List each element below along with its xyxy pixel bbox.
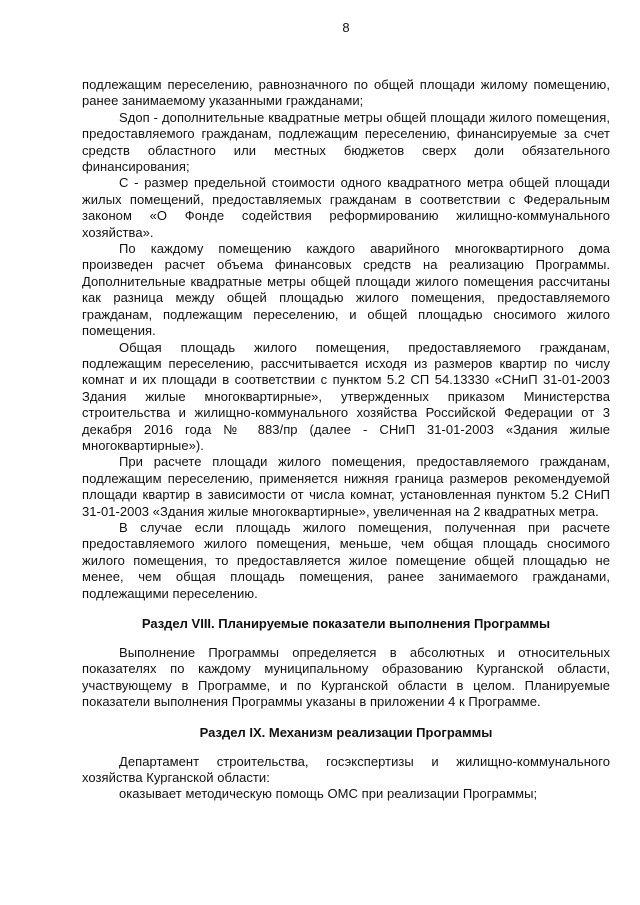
section-9-paragraph-department: Департамент строительства, госэкспертизы и жилищно-коммунального хозяйства Курганской области: bbox=[82, 753, 610, 786]
paragraph-calculation: По каждому помещению каждого аварийного многоквартирного дома произведен расчет объема финансовых средств на реализацию Программы. Дополнительные квадратные метры общей площади жилого помещения рассчитаны как разница между общей площадью жилого помещения, предоставляемого гражданам, подлежащим переселению, и общей площадью сносимого жилого помещения. bbox=[82, 241, 610, 339]
paragraph-area-calculation: При расчете площади жилого помещения, предоставляемого гражданам, подлежащим переселению, применяется нижняя граница размеров рекомендуемой площади квартир в зависимости от числа комнат, установленная пунктом 5.2 СНиП 31-01-2003 «Здания жилые многоквартирные», увеличенная на 2 квадратных метра. bbox=[82, 454, 610, 519]
paragraph-total-area: Общая площадь жилого помещения, предоставляемого гражданам, подлежащим переселению, рассчитывается исходя из размеров квартир по числу комнат и их площади в соответствии с пунктом 5.2 СП 54.13330 «СНиП 31-01-2003 Здания жилые многоквартирные», утвержденных приказом Министерства строительства и жилищно-коммунального хозяйства Российской Федерации от 3 декабря 2016 года № 883/пр (далее - СНиП 31-01-2003 «Здания жилые многоквартирные»). bbox=[82, 339, 610, 453]
section-8-paragraph: Выполнение Программы определяется в абсолютных и относительных показателях по каждому муниципальному образованию Курганской области, участвующему в Программе, и по Курганской области в целом. Планируемые показатели выполнения Программы указаны в приложении 4 к Программе. bbox=[82, 645, 610, 710]
paragraph-c-definition: С - размер предельной стоимости одного квадратного метра общей площади жилых помещений, предоставляемых гражданам в соответствии с Федеральным законом «О Фонде содействия реформированию жилищно-коммунального хозяйства». bbox=[82, 175, 610, 240]
section-8-heading: Раздел VIII. Планируемые показатели выполнения Программы bbox=[141, 616, 551, 631]
paragraph-sdop-definition: Sдоп - дополнительные квадратные метры общей площади жилого помещения, предоставляемого гражданам, подлежащим переселению, финансируемые за счет средств областного или местных бюджетов сверх доли обязательного финансирования; bbox=[82, 109, 610, 175]
paragraph-smaller-area-case: В случае если площадь жилого помещения, полученная при расчете предоставляемого жилого помещения, меньше, чем общая площадь сносимого жилого помещения, то предоставляется жилое помещение общей площадью не менее, чем общая площадь помещения, ранее занимаемого гражданами, подлежащими переселению. bbox=[82, 519, 610, 601]
document-page bbox=[82, 20, 610, 900]
section-9-paragraph-help: оказывает методическую помощь ОМС при реализации Программы; bbox=[119, 786, 538, 802]
paragraph-continuation: подлежащим переселению, равнозначного по общей площади жилому помещению, ранее занимаемому указанными гражданами; bbox=[82, 77, 610, 109]
page-number: 8 bbox=[342, 20, 350, 35]
section-9-heading: Раздел IX. Механизм реализации Программы bbox=[199, 724, 493, 740]
